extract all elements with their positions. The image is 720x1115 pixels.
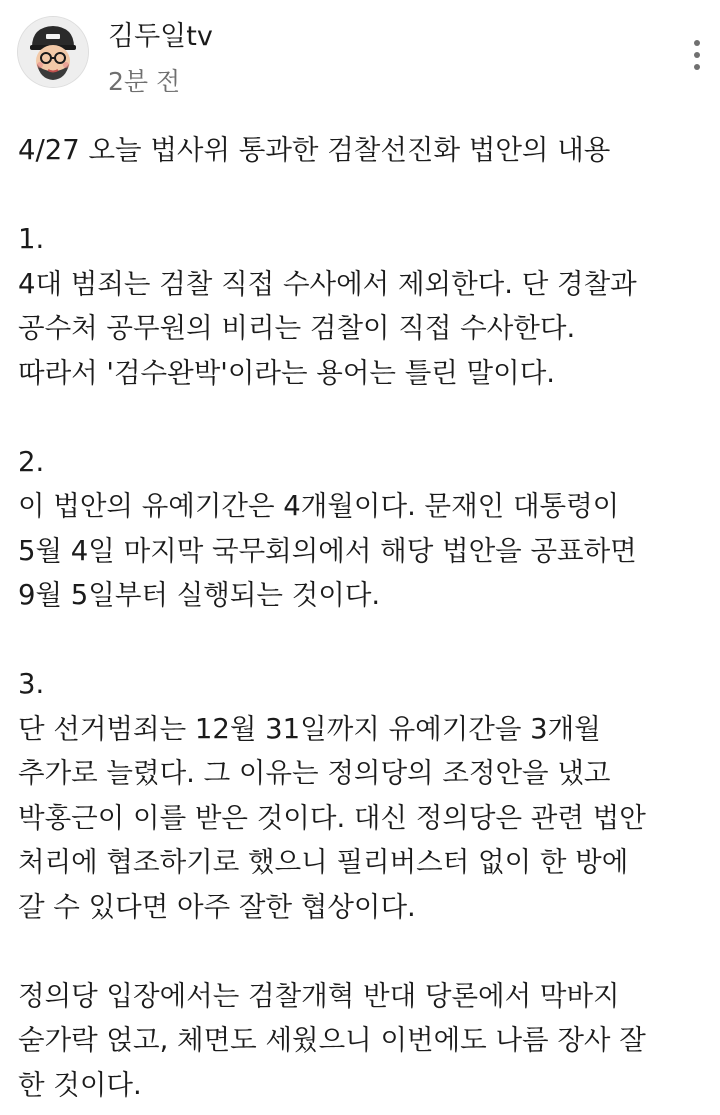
post-text-line: 2. bbox=[18, 445, 45, 478]
post-timestamp: 2분 전 bbox=[108, 67, 181, 96]
post-text-line: 정의당 입장에서는 검찰개혁 반대 당론에서 막바지 bbox=[18, 979, 620, 1012]
post-text-line: 숟가락 얹고, 체면도 세웠으니 이번에도 나름 장사 잘 bbox=[18, 1024, 646, 1056]
post-text-line: 5월 4일 마지막 국무회의에서 해당 법안을 공표하면 bbox=[18, 534, 637, 567]
post-text-line: 따라서 '검수완박'이라는 용어는 틀린 말이다. bbox=[18, 356, 555, 389]
author-name[interactable]: 김두일tv bbox=[108, 21, 213, 52]
post-text-line: 박홍근이 이를 받은 것이다. 대신 정의당은 관련 법안 bbox=[18, 801, 646, 834]
post-text-line: 공수처 공무원의 비리는 검찰이 직접 수사한다. bbox=[18, 312, 576, 344]
post-text-line: 4/27 오늘 법사위 통과한 검찰선진화 법안의 내용 bbox=[18, 134, 611, 166]
post-text-line: 단 선거범죄는 12월 31일까지 유예기간을 3개월 bbox=[18, 712, 601, 745]
post-text-line: 추가로 늘렸다. 그 이유는 정의당의 조정안을 냈고 bbox=[18, 757, 611, 789]
avatar[interactable] bbox=[18, 17, 88, 87]
more-vertical-icon[interactable] bbox=[680, 28, 714, 78]
post-header bbox=[0, 0, 720, 110]
post-text-line: 한 것이다. bbox=[18, 1068, 142, 1101]
post-text-line: 9월 5일부터 실행되는 것이다. bbox=[18, 579, 381, 611]
post-text-line: 1. bbox=[18, 223, 45, 255]
post-body bbox=[18, 128, 708, 1107]
post-text-line: 3. bbox=[18, 668, 45, 700]
post-text-line: 처리에 협조하기로 했으니 필리버스터 없이 한 방에 bbox=[18, 846, 629, 878]
post-text-line: 갈 수 있다면 아주 잘한 협상이다. bbox=[18, 890, 416, 923]
post-text-line bbox=[18, 395, 708, 440]
post-text-line bbox=[18, 173, 708, 218]
profile-avatar-icon bbox=[18, 17, 88, 87]
post-text-line bbox=[18, 618, 708, 663]
post-text-line bbox=[18, 929, 708, 974]
post-text-line: 4대 범죄는 검찰 직접 수사에서 제외한다. 단 경찰과 bbox=[18, 267, 637, 300]
post-text-line: 이 법안의 유예기간은 4개월이다. 문재인 대통령이 bbox=[18, 490, 620, 522]
